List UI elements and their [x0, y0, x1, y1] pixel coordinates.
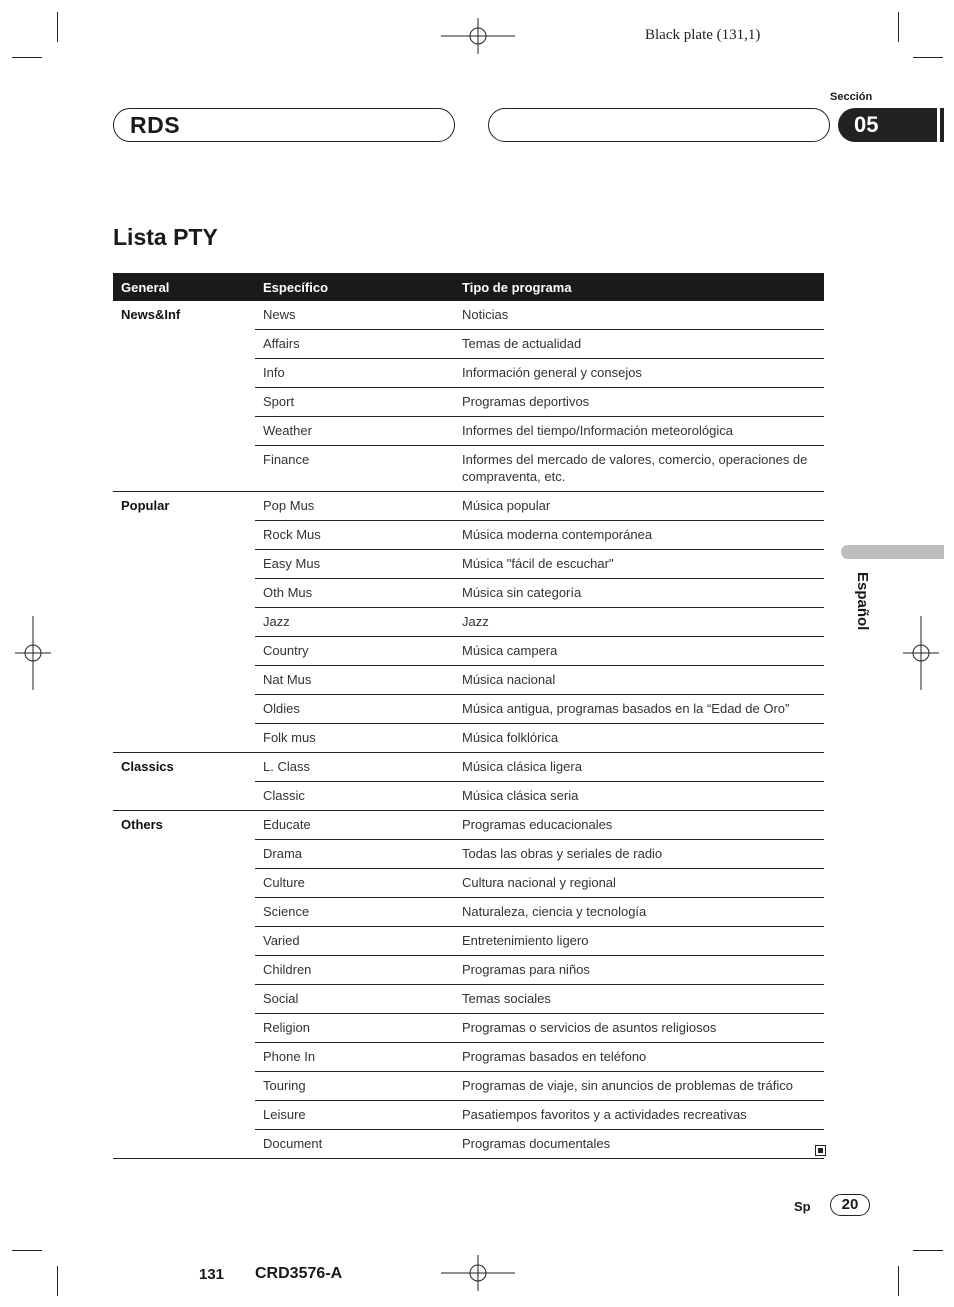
program-type-cell: Programas deportivos [454, 388, 824, 417]
program-type-cell: Temas sociales [454, 985, 824, 1014]
specific-cell: Science [255, 898, 454, 927]
program-type-cell: Música clásica seria [454, 782, 824, 811]
page-title: Lista PTY [113, 224, 218, 250]
program-type-cell: Programas de viaje, sin anuncios de problemas de tráfico [454, 1072, 824, 1101]
general-cell [113, 985, 255, 1014]
specific-cell: Easy Mus [255, 550, 454, 579]
table-row [113, 521, 824, 550]
general-cell [113, 1101, 255, 1130]
specific-cell: Touring [255, 1072, 454, 1101]
page-number: 20 [830, 1194, 870, 1216]
table-row [113, 417, 824, 446]
table-row [113, 1014, 824, 1043]
section-badge [838, 108, 944, 142]
table-row [113, 579, 824, 608]
program-type-cell: Música antigua, programas basados en la “Edad de Oro” [454, 695, 824, 724]
table-row [113, 927, 824, 956]
general-cell [113, 521, 255, 550]
table-body [113, 301, 824, 1159]
table-row [113, 1101, 824, 1130]
general-cell [113, 927, 255, 956]
table-row [113, 359, 824, 388]
general-cell: Others [121, 817, 163, 832]
general-cell [113, 417, 255, 446]
crop-mark [12, 57, 42, 58]
program-type-cell: Pasatiempos favoritos y a actividades recreativas [454, 1101, 824, 1130]
language-code: Sp [794, 1199, 811, 1214]
general-cell [113, 1130, 255, 1159]
program-type-cell: Naturaleza, ciencia y tecnología [454, 898, 824, 927]
program-type-cell: Música clásica ligera [454, 753, 824, 782]
general-cell: Classics [121, 759, 174, 774]
sheet-number: 131 [199, 1266, 225, 1283]
general-cell [113, 608, 255, 637]
specific-cell: Weather [255, 417, 454, 446]
specific-cell: Document [255, 1130, 454, 1159]
table-row [113, 1043, 824, 1072]
column-header-specific: Específico [255, 273, 454, 301]
table-row [113, 330, 824, 359]
program-type-cell: Música folklórica [454, 724, 824, 753]
program-type-cell: Programas educacionales [454, 811, 824, 840]
specific-cell: Leisure [255, 1101, 454, 1130]
specific-cell: Folk mus [255, 724, 454, 753]
specific-cell: Drama [255, 840, 454, 869]
specific-cell: Nat Mus [255, 666, 454, 695]
general-cell [113, 1043, 255, 1072]
specific-cell: Children [255, 956, 454, 985]
specific-cell: L. Class [255, 753, 454, 782]
general-cell [113, 388, 255, 417]
table-row [113, 811, 824, 840]
general-cell: News&Inf [121, 307, 181, 322]
specific-cell: Social [255, 985, 454, 1014]
specific-cell: Educate [255, 811, 454, 840]
program-type-cell: Música campera [454, 637, 824, 666]
program-type-cell: Informes del mercado de valores, comercio, operaciones de compraventa, etc. [454, 446, 824, 492]
program-type-cell: Música "fácil de escuchar" [454, 550, 824, 579]
specific-cell: Oth Mus [255, 579, 454, 608]
table-row [113, 985, 824, 1014]
crop-mark [913, 57, 943, 58]
general-cell [113, 956, 255, 985]
table-row [113, 1130, 824, 1159]
specific-cell: Rock Mus [255, 521, 454, 550]
specific-cell: Info [255, 359, 454, 388]
general-cell [113, 550, 255, 579]
general-cell [113, 446, 255, 492]
section-word: Sección [830, 91, 873, 103]
program-type-cell: Temas de actualidad [454, 330, 824, 359]
pty-table [113, 273, 824, 1159]
program-type-cell: Programas o servicios de asuntos religiosos [454, 1014, 824, 1043]
registration-mark-icon [15, 616, 51, 690]
table-row [113, 898, 824, 927]
general-cell [113, 330, 255, 359]
table-row [113, 869, 824, 898]
general-cell [113, 782, 255, 811]
table-row [113, 956, 824, 985]
general-cell [113, 898, 255, 927]
table-row [113, 446, 824, 492]
program-type-cell: Programas para niños [454, 956, 824, 985]
table-row [113, 782, 824, 811]
crop-mark [898, 12, 899, 42]
table-row [113, 550, 824, 579]
registration-mark-icon [903, 616, 939, 690]
program-type-cell: Música sin categoría [454, 579, 824, 608]
general-cell [113, 695, 255, 724]
program-type-cell: Noticias [454, 301, 824, 330]
registration-mark-icon [441, 1255, 515, 1291]
program-type-cell: Programas documentales [454, 1130, 824, 1159]
general-cell [113, 1014, 255, 1043]
general-cell [113, 869, 255, 898]
column-header-general: General [113, 273, 255, 301]
language-label: Español [854, 572, 871, 631]
table-row [113, 492, 824, 521]
specific-cell: Finance [255, 446, 454, 492]
crop-mark [57, 1266, 58, 1296]
program-type-cell: Cultura nacional y regional [454, 869, 824, 898]
empty-header-pill [488, 108, 830, 142]
program-type-cell: Música popular [454, 492, 824, 521]
program-type-cell: Música nacional [454, 666, 824, 695]
program-type-cell: Información general y consejos [454, 359, 824, 388]
table-row [113, 608, 824, 637]
crop-mark [57, 12, 58, 42]
specific-cell: Phone In [255, 1043, 454, 1072]
general-cell [113, 840, 255, 869]
model-number: CRD3576-A [255, 1265, 343, 1282]
general-cell [113, 579, 255, 608]
table-header-row [113, 273, 824, 301]
column-header-program-type: Tipo de programa [454, 273, 824, 301]
registration-mark-icon [441, 18, 515, 54]
table-row [113, 666, 824, 695]
table-row [113, 301, 824, 330]
table-row [113, 840, 824, 869]
specific-cell: Sport [255, 388, 454, 417]
program-type-cell: Programas basados en teléfono [454, 1043, 824, 1072]
specific-cell: Classic [255, 782, 454, 811]
plate-label: Black plate (131,1) [645, 27, 761, 43]
general-cell [113, 666, 255, 695]
specific-cell: News [255, 301, 454, 330]
program-type-cell: Todas las obras y seriales de radio [454, 840, 824, 869]
table-row [113, 1072, 824, 1101]
chapter-title: RDS [130, 112, 181, 138]
specific-cell: Religion [255, 1014, 454, 1043]
crop-mark [913, 1250, 943, 1251]
program-type-cell: Música moderna contemporánea [454, 521, 824, 550]
table-row [113, 695, 824, 724]
general-cell [113, 637, 255, 666]
general-cell: Popular [121, 498, 170, 513]
specific-cell: Pop Mus [255, 492, 454, 521]
table-row [113, 388, 824, 417]
table-row [113, 637, 824, 666]
table-row [113, 724, 824, 753]
specific-cell: Varied [255, 927, 454, 956]
specific-cell: Culture [255, 869, 454, 898]
general-cell [113, 1072, 255, 1101]
program-type-cell: Entretenimiento ligero [454, 927, 824, 956]
section-number: 05 [854, 112, 879, 137]
crop-mark [898, 1266, 899, 1296]
crop-mark [12, 1250, 42, 1251]
end-of-section-icon [815, 1145, 826, 1156]
table-row [113, 753, 824, 782]
specific-cell: Oldies [255, 695, 454, 724]
language-tab [841, 545, 944, 559]
specific-cell: Affairs [255, 330, 454, 359]
chapter-title-pill [113, 108, 455, 142]
program-type-cell: Jazz [454, 608, 824, 637]
specific-cell: Country [255, 637, 454, 666]
general-cell [113, 724, 255, 753]
program-type-cell: Informes del tiempo/Información meteorológica [454, 417, 824, 446]
specific-cell: Jazz [255, 608, 454, 637]
general-cell [113, 359, 255, 388]
